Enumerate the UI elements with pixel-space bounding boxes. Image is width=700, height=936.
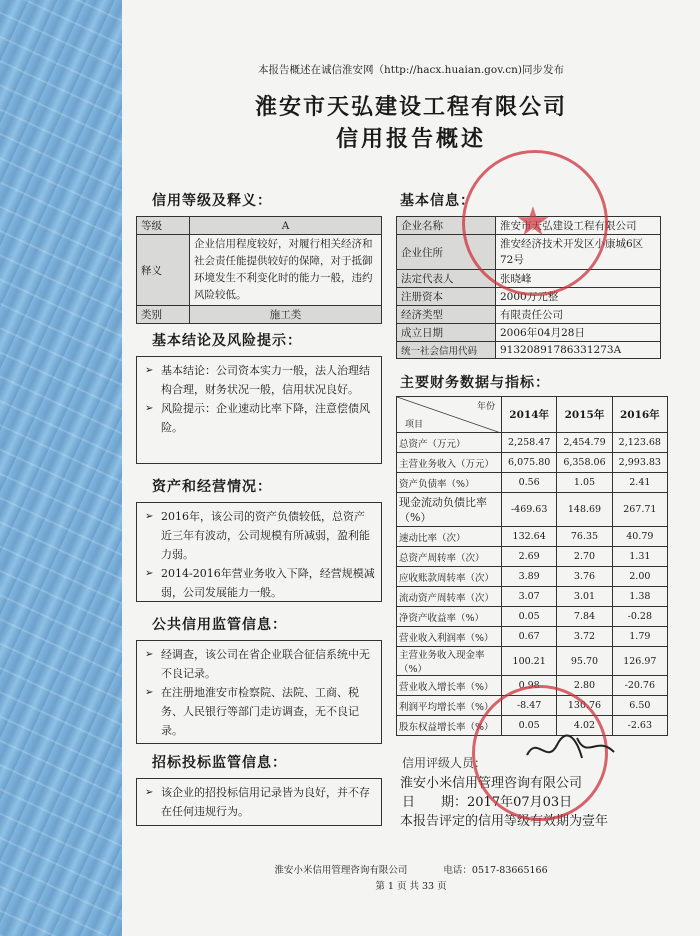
- table-row: [397, 567, 668, 587]
- table-row: [397, 527, 668, 547]
- metric-value: 1.31: [612, 547, 667, 567]
- star-icon: ★: [515, 199, 551, 245]
- table-row: [397, 647, 668, 676]
- metric-value: 0.67: [502, 627, 557, 647]
- metric-value: -2.63: [612, 716, 667, 736]
- metric-value: 2,993.83: [612, 453, 667, 473]
- info-value: 张晓峰: [496, 270, 661, 288]
- metric-label: 总资产周转率（次）: [397, 547, 502, 567]
- public-credit-heading: 公共信用监管信息：: [152, 617, 287, 633]
- metric-value: 3.72: [557, 627, 612, 647]
- metric-label: 资产负债率（%）: [397, 473, 502, 493]
- metric-value: 1.05: [557, 473, 612, 493]
- list-item: ➢ 2014-2016年营业务收入下降，经营规模减弱，公司发展能力一般。: [145, 564, 375, 602]
- metric-value: 6,358.06: [557, 453, 612, 473]
- table-row: [397, 473, 668, 493]
- public-credit-box: [136, 640, 382, 744]
- metric-label: 主营业务收入（万元）: [397, 453, 502, 473]
- bidding-box: [136, 778, 382, 826]
- info-value: 淮安市天弘建设工程有限公司: [496, 217, 661, 235]
- publish-notice: 本报告概述在诚信淮安网（http://hacx.huaian.gov.cn)同步发布: [257, 64, 564, 76]
- list-item: ➢ 该企业的招投标信用记录皆为良好，并不存在任何违规行为。: [145, 783, 375, 821]
- agency-name: 淮安小米信用管理咨询有限公司: [400, 776, 583, 791]
- binder-cover: [0, 0, 140, 936]
- metric-value: 6.50: [612, 696, 667, 716]
- rating-heading: 信用等级及释义：: [152, 193, 272, 209]
- rating-label: 类别: [137, 306, 190, 324]
- company-seal-stamp: [462, 150, 608, 296]
- info-label: 注册资本: [397, 288, 496, 306]
- info-value: 淮安经济技术开发区小康城6区72号: [496, 235, 661, 270]
- metric-value: 100.21: [502, 647, 557, 676]
- metric-value: 3.01: [557, 587, 612, 607]
- rating-definition: 企业信用程度较好，对履行相关经济和社会责任能提供较好的保障，对于抵御环境发生不利变化时的能力一般，违约风险较低。: [190, 235, 382, 306]
- metric-value: 3.76: [557, 567, 612, 587]
- metric-value: 0.56: [502, 473, 557, 493]
- metric-value: -20.76: [612, 676, 667, 696]
- table-row: [397, 547, 668, 567]
- table-row: [397, 433, 668, 453]
- report-page: [122, 0, 700, 936]
- metric-label: 股东权益增长率（%）: [397, 716, 502, 736]
- footer-line: [122, 862, 700, 876]
- table-row: [397, 607, 668, 627]
- company-title: 淮安市天弘建设工程有限公司: [254, 94, 567, 120]
- metric-label: 营业收入增长率（%）: [397, 676, 502, 696]
- metric-label: 应收账款周转率（次）: [397, 567, 502, 587]
- list-item: ➢ 风险提示：企业速动比率下降，注意偿债风险。: [145, 399, 375, 437]
- year-header: 2016年: [612, 397, 667, 433]
- corner-year-label: 年份: [476, 402, 495, 412]
- rating-label: 释义: [137, 235, 190, 306]
- basic-info-heading: 基本信息：: [400, 193, 475, 209]
- metric-value: 130.76: [557, 696, 612, 716]
- list-item: ➢ 经调查，该公司在省企业联合征信系统中无不良记录。: [145, 645, 375, 683]
- info-label: 成立日期: [397, 324, 496, 342]
- report-date: 日 期：2017年07月03日: [402, 795, 573, 810]
- info-label: 统一社会信用代码: [397, 342, 496, 359]
- footer-company: 淮安小米信用管理咨询有限公司: [274, 865, 408, 876]
- metric-value: 7.84: [557, 607, 612, 627]
- metric-value: 2,454.79: [557, 433, 612, 453]
- list-item: ➢ 基本结论：公司资本实力一般，法人治理结构合理，财务状况一般，信用状况良好。: [145, 361, 375, 399]
- metric-value: 126.97: [612, 647, 667, 676]
- metric-value: 2,258.47: [502, 433, 557, 453]
- conclusion-heading: 基本结论及风险提示：: [152, 333, 302, 349]
- metric-value: -0.28: [612, 607, 667, 627]
- assets-box: [136, 502, 382, 602]
- metric-label: 净资产收益率（%）: [397, 607, 502, 627]
- rating-category: 施工类: [190, 306, 382, 324]
- metric-value: 3.07: [502, 587, 557, 607]
- metric-value: 40.79: [612, 527, 667, 547]
- bidding-heading: 招标投标监管信息：: [152, 755, 287, 771]
- validity-note: 本报告评定的信用等级有效期为壹年: [400, 814, 609, 829]
- list-item: ➢ 在注册地淮安市检察院、法院、工商、税务、人民银行等部门走访调查，无不良记录。: [145, 683, 375, 740]
- table-row: [397, 587, 668, 607]
- metric-label: 总资产（万元）: [397, 433, 502, 453]
- metric-value: 2.41: [612, 473, 667, 493]
- info-label: 法定代表人: [397, 270, 496, 288]
- metric-label: 营业收入利润率（%）: [397, 627, 502, 647]
- financial-heading: 主要财务数据与指标：: [400, 375, 550, 391]
- corner-item-label: 项目: [405, 420, 424, 430]
- conclusion-box: [136, 356, 382, 464]
- metric-value: 2.80: [557, 676, 612, 696]
- rater-label: 信用评级人员：: [402, 756, 487, 770]
- metric-value: 132.64: [502, 527, 557, 547]
- table-corner-cell: [397, 397, 502, 433]
- rating-label: 等级: [137, 217, 190, 235]
- metric-value: -469.63: [502, 493, 557, 527]
- metric-value: 2.70: [557, 547, 612, 567]
- metric-value: 3.89: [502, 567, 557, 587]
- table-row: [397, 453, 668, 473]
- page-number: 第 1 页 共 33 页: [375, 881, 447, 892]
- metric-value: 2.00: [612, 567, 667, 587]
- metric-value: 148.69: [557, 493, 612, 527]
- metric-value: 0.05: [502, 607, 557, 627]
- signature-mark: [522, 730, 622, 770]
- rating-table: [136, 216, 382, 324]
- year-header: 2015年: [557, 397, 612, 433]
- metric-value: 1.79: [612, 627, 667, 647]
- info-value: 2000万元整: [496, 288, 661, 306]
- info-value: 2006年04月28日: [496, 324, 661, 342]
- table-row: [397, 493, 668, 527]
- metric-value: 76.35: [557, 527, 612, 547]
- metric-value: 2,123.68: [612, 433, 667, 453]
- metric-value: 2.69: [502, 547, 557, 567]
- table-row: [397, 627, 668, 647]
- rating-value: A: [190, 217, 382, 235]
- metric-label: 速动比率（次）: [397, 527, 502, 547]
- metric-label: 利润平均增长率（%）: [397, 696, 502, 716]
- year-header: 2014年: [502, 397, 557, 433]
- footer-phone: 电话：0517-83665166: [443, 865, 548, 876]
- metric-value: 4.02: [557, 716, 612, 736]
- metric-value: 6,075.80: [502, 453, 557, 473]
- metric-value: 267.71: [612, 493, 667, 527]
- report-title: 信用报告概述: [335, 126, 486, 152]
- info-label: 经济类型: [397, 306, 496, 324]
- info-value: 有限责任公司: [496, 306, 661, 324]
- metric-value: -8.47: [502, 696, 557, 716]
- metric-value: 95.70: [557, 647, 612, 676]
- metric-label: 现金流动负债比率（%）: [397, 493, 502, 527]
- metric-value: 0.98: [502, 676, 557, 696]
- assets-heading: 资产和经营情况：: [152, 479, 272, 495]
- metric-value: 0.05: [502, 716, 557, 736]
- metric-label: 流动资产周转率（次）: [397, 587, 502, 607]
- list-item: ➢ 2016年，该公司的资产负债较低，总资产近三年有波动，公司规模有所减弱，盈利能力弱。: [145, 507, 375, 564]
- metric-label: 主营业务收入现金率（%）: [397, 647, 502, 676]
- info-value: 91320891786331273A: [496, 342, 661, 359]
- metric-value: 1.38: [612, 587, 667, 607]
- info-label: 企业住所: [397, 235, 496, 270]
- info-label: 企业名称: [397, 217, 496, 235]
